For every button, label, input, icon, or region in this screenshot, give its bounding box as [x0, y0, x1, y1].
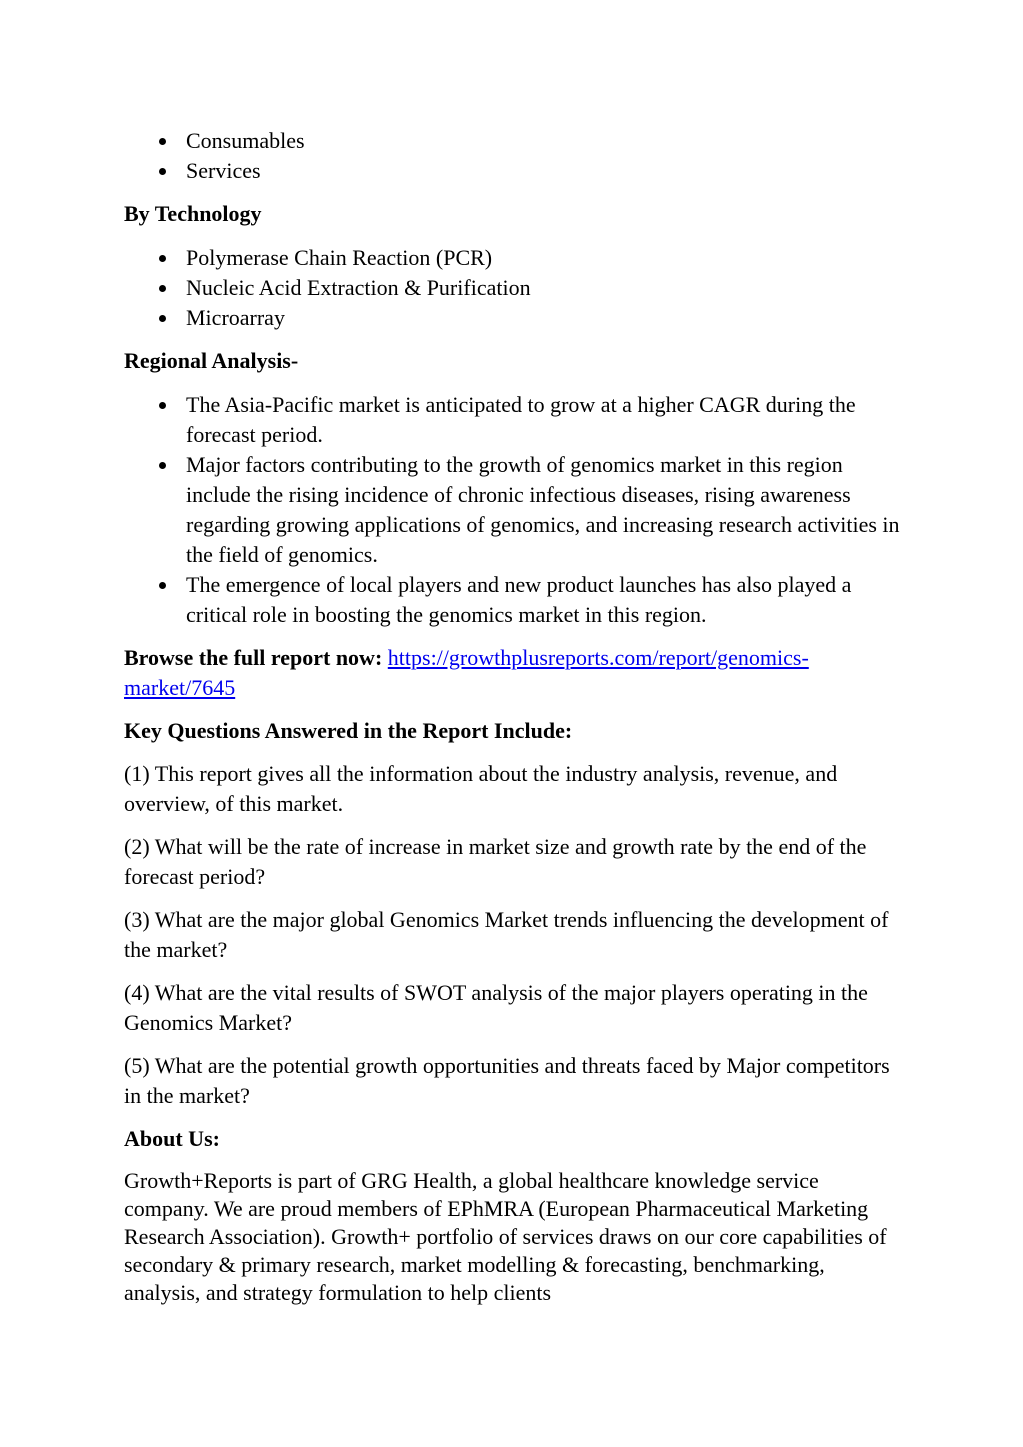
question-paragraph: (2) What will be the rate of increase in market size and growth rate by the end of the forecast period? — [124, 834, 867, 889]
question-paragraph: (4) What are the vital results of SWOT analysis of the major players operating in the Genomics Market? — [124, 980, 868, 1035]
list-item: Services — [124, 156, 904, 186]
components-list — [124, 126, 904, 186]
list-item: The emergence of local players and new product launches has also played a critical role in boosting the genomics market in this region. — [124, 570, 904, 630]
key-questions-heading: Key Questions Answered in the Report Include: — [124, 718, 573, 743]
list-item: Consumables — [124, 126, 904, 156]
about-us-text: Growth+Reports is part of GRG Health, a global healthcare knowledge service company. We are proud members of EPhMRA (European Pharmaceutical Marketing Research Association). Growth+ portfolio of services draws on our core capabilities of secondary & primary research, market modelling & forecasting, benchmarking, analysis, and strategy formulation to help clients — [124, 1168, 887, 1305]
browse-label: Browse the full report now: — [124, 645, 383, 670]
list-item: Microarray — [124, 303, 904, 333]
about-us-heading: About Us: — [124, 1126, 220, 1151]
list-item: Polymerase Chain Reaction (PCR) — [124, 243, 904, 273]
browse-report-line — [124, 643, 904, 703]
question-paragraph: (3) What are the major global Genomics Market trends influencing the development of the market? — [124, 907, 889, 962]
report-link[interactable]: https://growthplusreports.com/report/genomics-market/7645 — [124, 645, 809, 700]
list-item: Major factors contributing to the growth of genomics market in this region include the rising incidence of chronic infectious diseases, rising awareness regarding growing applications of genomics, and increasing research activities in the field of genomics. — [124, 450, 904, 570]
regional-list — [124, 390, 904, 630]
question-paragraph: (5) What are the potential growth opportunities and threats faced by Major competitors in the market? — [124, 1053, 890, 1108]
list-item: The Asia-Pacific market is anticipated to grow at a higher CAGR during the forecast period. — [124, 390, 904, 450]
by-technology-heading: By Technology — [124, 201, 262, 226]
document-page — [124, 124, 904, 1307]
list-item: Nucleic Acid Extraction & Purification — [124, 273, 904, 303]
regional-analysis-heading: Regional Analysis- — [124, 348, 299, 373]
technology-list — [124, 243, 904, 333]
question-paragraph: (1) This report gives all the information about the industry analysis, revenue, and overview, of this market. — [124, 761, 838, 816]
